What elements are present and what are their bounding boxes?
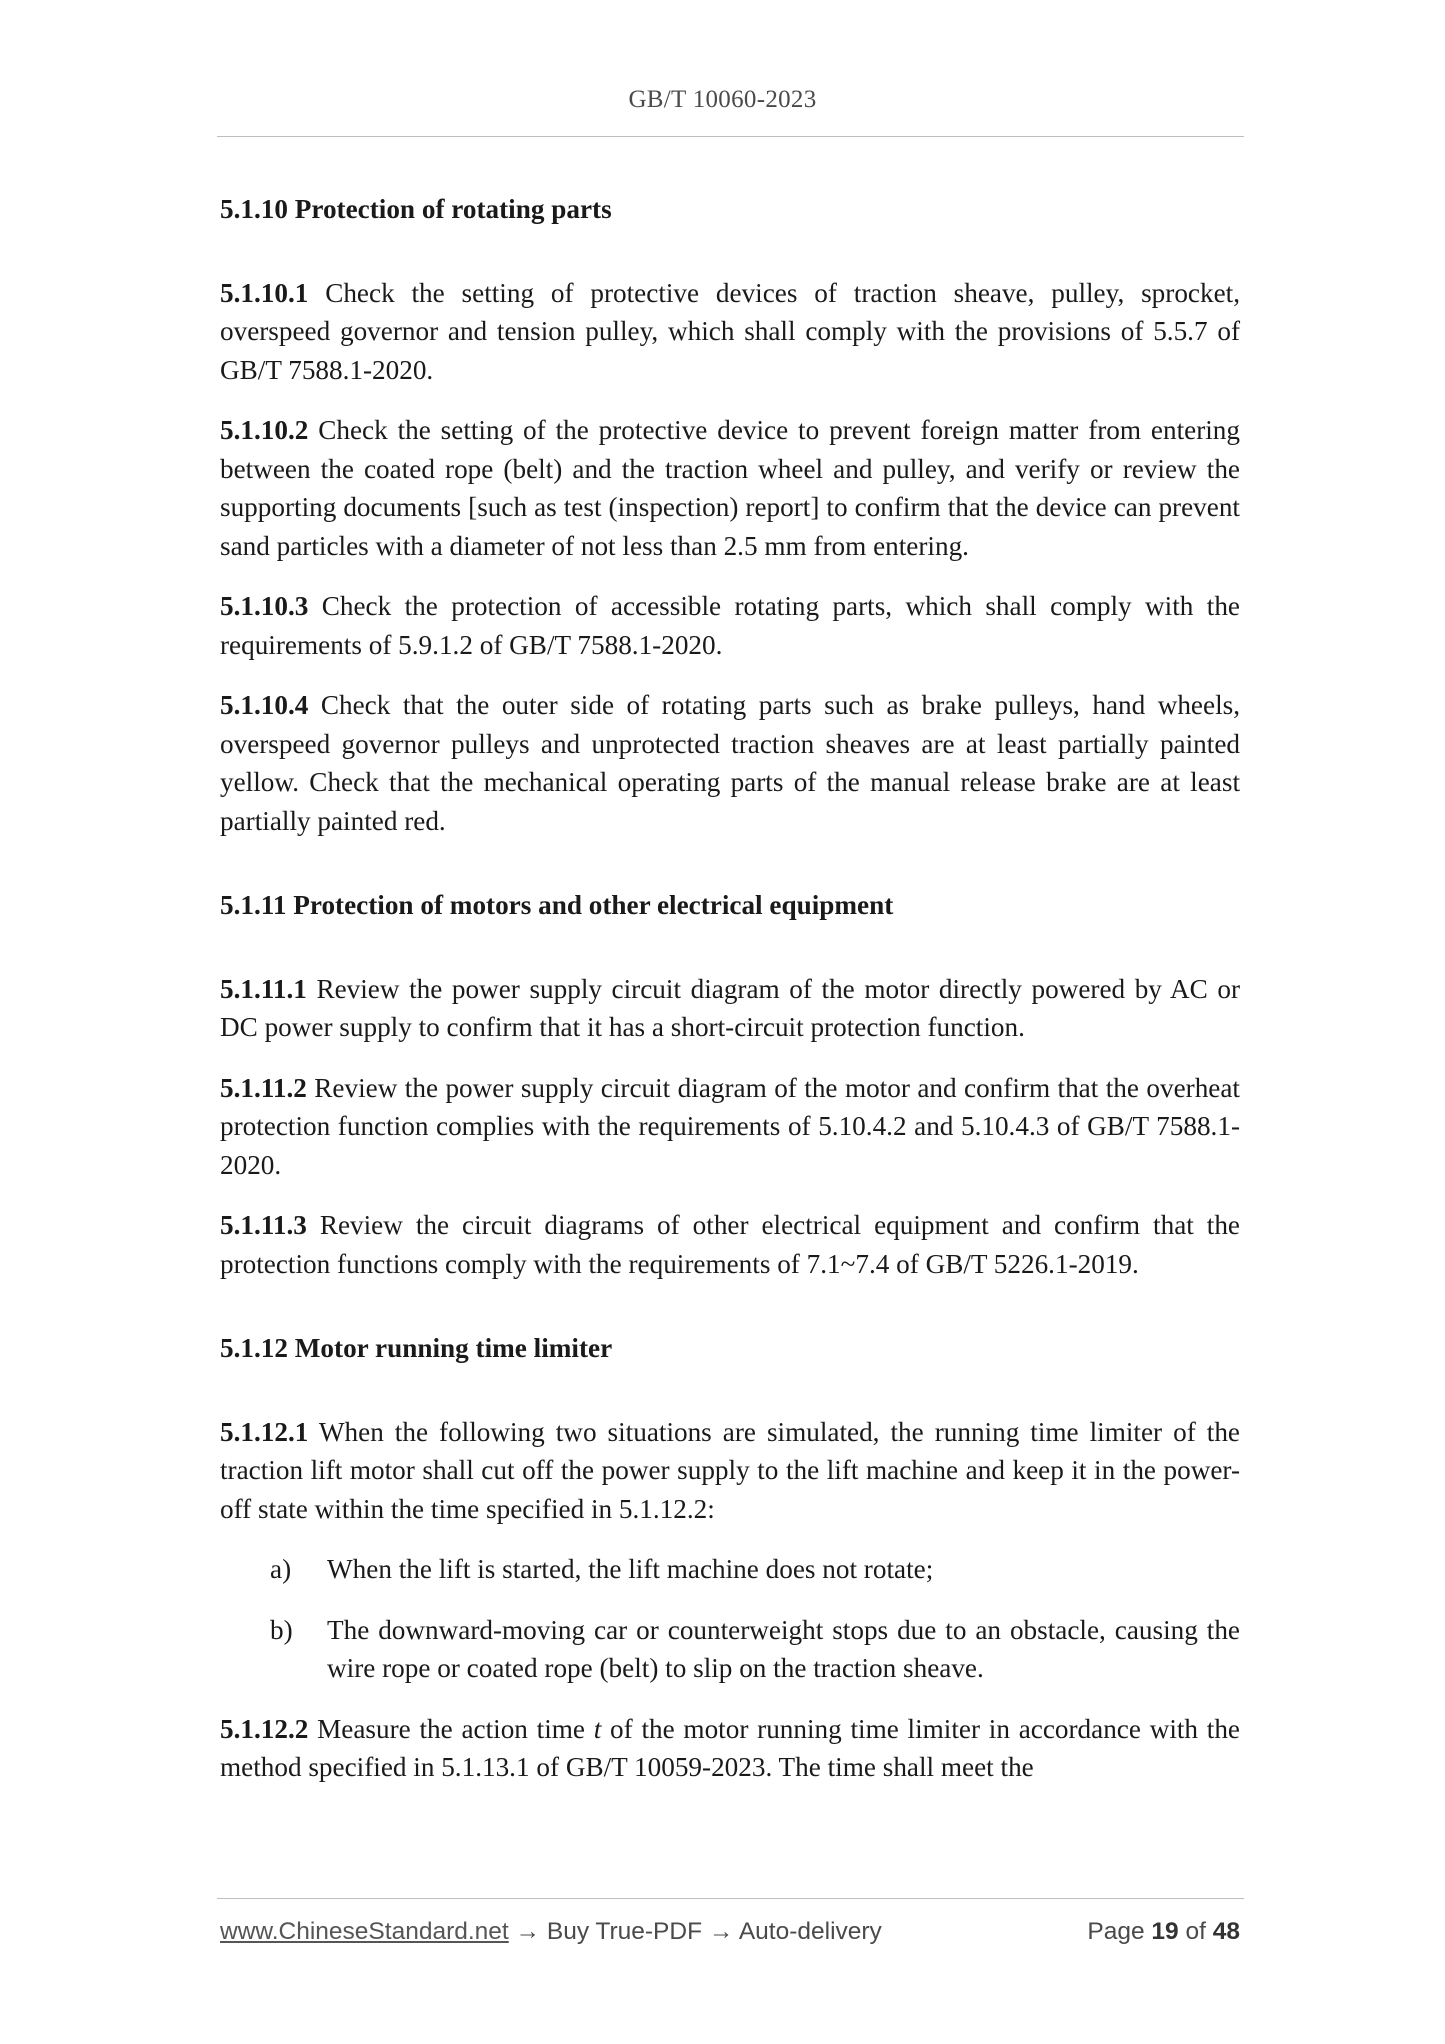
section-heading-5-1-10: 5.1.10 Protection of rotating parts: [220, 194, 612, 224]
list-item-text: When the lift is started, the lift machine does not rotate;: [327, 1554, 934, 1584]
page-total: 48: [1212, 1918, 1240, 1945]
document-header: GB/T 10060-2023: [628, 86, 817, 113]
clause-5-1-11-3: [220, 1206, 1240, 1283]
page-of-label: of: [1178, 1918, 1213, 1945]
clause-text: Check the setting of the protective device to prevent foreign matter from entering between the coated rope (belt) and the traction wheel and pulley, and verify or review the supporting documents [such as test (inspection) report] to confirm that the device can prevent sand particles with a diameter of not less than 2.5 mm from entering.: [220, 415, 1240, 561]
page-label: Page: [1087, 1918, 1152, 1945]
document-body: [220, 190, 1240, 1787]
variable-t: t: [593, 1713, 602, 1744]
clause-5-1-12-1: [220, 1413, 1240, 1529]
clause-text: Check the protection of accessible rotating parts, which shall comply with the requirements of 5.9.1.2 of GB/T 7588.1-2020.: [220, 591, 1240, 660]
clause-number: 5.1.11.2: [220, 1072, 307, 1103]
section-heading-5-1-12: 5.1.12 Motor running time limiter: [220, 1333, 613, 1363]
clause-text: When the following two situations are simulated, the running time limiter of the traction lift motor shall cut off the power supply to the lift machine and keep it in the power-off state within the time specified in 5.1.12.2:: [220, 1416, 1240, 1524]
clause-text: Check that the outer side of rotating parts such as brake pulleys, hand wheels, overspeed governor pulleys and unprotected traction sheaves are at least partially painted yellow. Check that the mechanical operating parts of the manual release brake are at least partially painted red.: [220, 690, 1240, 836]
clause-5-1-11-1: [220, 970, 1240, 1047]
clause-number: 5.1.10.2: [220, 415, 309, 445]
page-indicator: [1087, 1918, 1240, 1946]
clause-text: Review the circuit diagrams of other electrical equipment and confirm that the protection functions comply with the requirements of 7.1~7.4 of GB/T 5226.1-2019.: [220, 1210, 1240, 1279]
clause-text: Check the setting of protective devices of traction sheave, pulley, sprocket, overspeed governor and tension pulley, which shall comply with the provisions of 5.5.7 of GB/T 7588.1-2020.: [220, 277, 1240, 385]
clause-text: Review the power supply circuit diagram of the motor and confirm that the overheat protection function complies with the requirements of 5.10.4.2 and 5.10.4.3 of GB/T 7588.1-2020.: [220, 1072, 1240, 1180]
page-number: 19: [1151, 1918, 1179, 1945]
header-divider: [217, 136, 1244, 137]
clause-5-1-12-2: [220, 1710, 1240, 1787]
footer-divider: [217, 1898, 1244, 1899]
clause-5-1-10-2: [220, 411, 1240, 565]
clause-number: 5.1.11.3: [220, 1210, 307, 1240]
clause-text: of the motor running time limiter in accordance with the method specified in 5.1.13.1 of GB/T 10059-2023. The time shall meet the: [220, 1713, 1240, 1782]
section-heading-5-1-11: 5.1.11 Protection of motors and other electrical equipment: [220, 890, 894, 920]
clause-text: Review the power supply circuit diagram of the motor directly powered by AC or DC power supply to confirm that it has a short-circuit protection function.: [220, 973, 1240, 1042]
list-item: [220, 1611, 1240, 1688]
list-item: [220, 1550, 1240, 1589]
clause-number: 5.1.10.1: [220, 277, 309, 308]
clause-number: 5.1.10.3: [220, 591, 309, 621]
clause-number: 5.1.11.1: [220, 973, 307, 1004]
clause-number: 5.1.12.1: [220, 1416, 309, 1447]
footer-tagline: → Buy True-PDF → Auto-delivery: [508, 1918, 882, 1945]
clause-5-1-10-4: [220, 686, 1240, 840]
clause-number: 5.1.12.2: [220, 1713, 309, 1744]
clause-5-1-11-2: [220, 1069, 1240, 1185]
page-footer: [220, 1918, 1240, 1946]
list-item-text: The downward-moving car or counterweight stops due to an obstacle, causing the wire rope or coated rope (belt) to slip on the traction sheave.: [327, 1614, 1240, 1683]
clause-5-1-10-3: [220, 587, 1240, 664]
clause-text: Measure the action time: [308, 1713, 594, 1744]
clause-number: 5.1.10.4: [220, 690, 309, 720]
clause-5-1-10-1: [220, 274, 1240, 390]
list-marker: a): [270, 1554, 292, 1584]
website-link[interactable]: www.ChineseStandard.net: [220, 1918, 509, 1945]
list-marker: b): [270, 1614, 293, 1645]
